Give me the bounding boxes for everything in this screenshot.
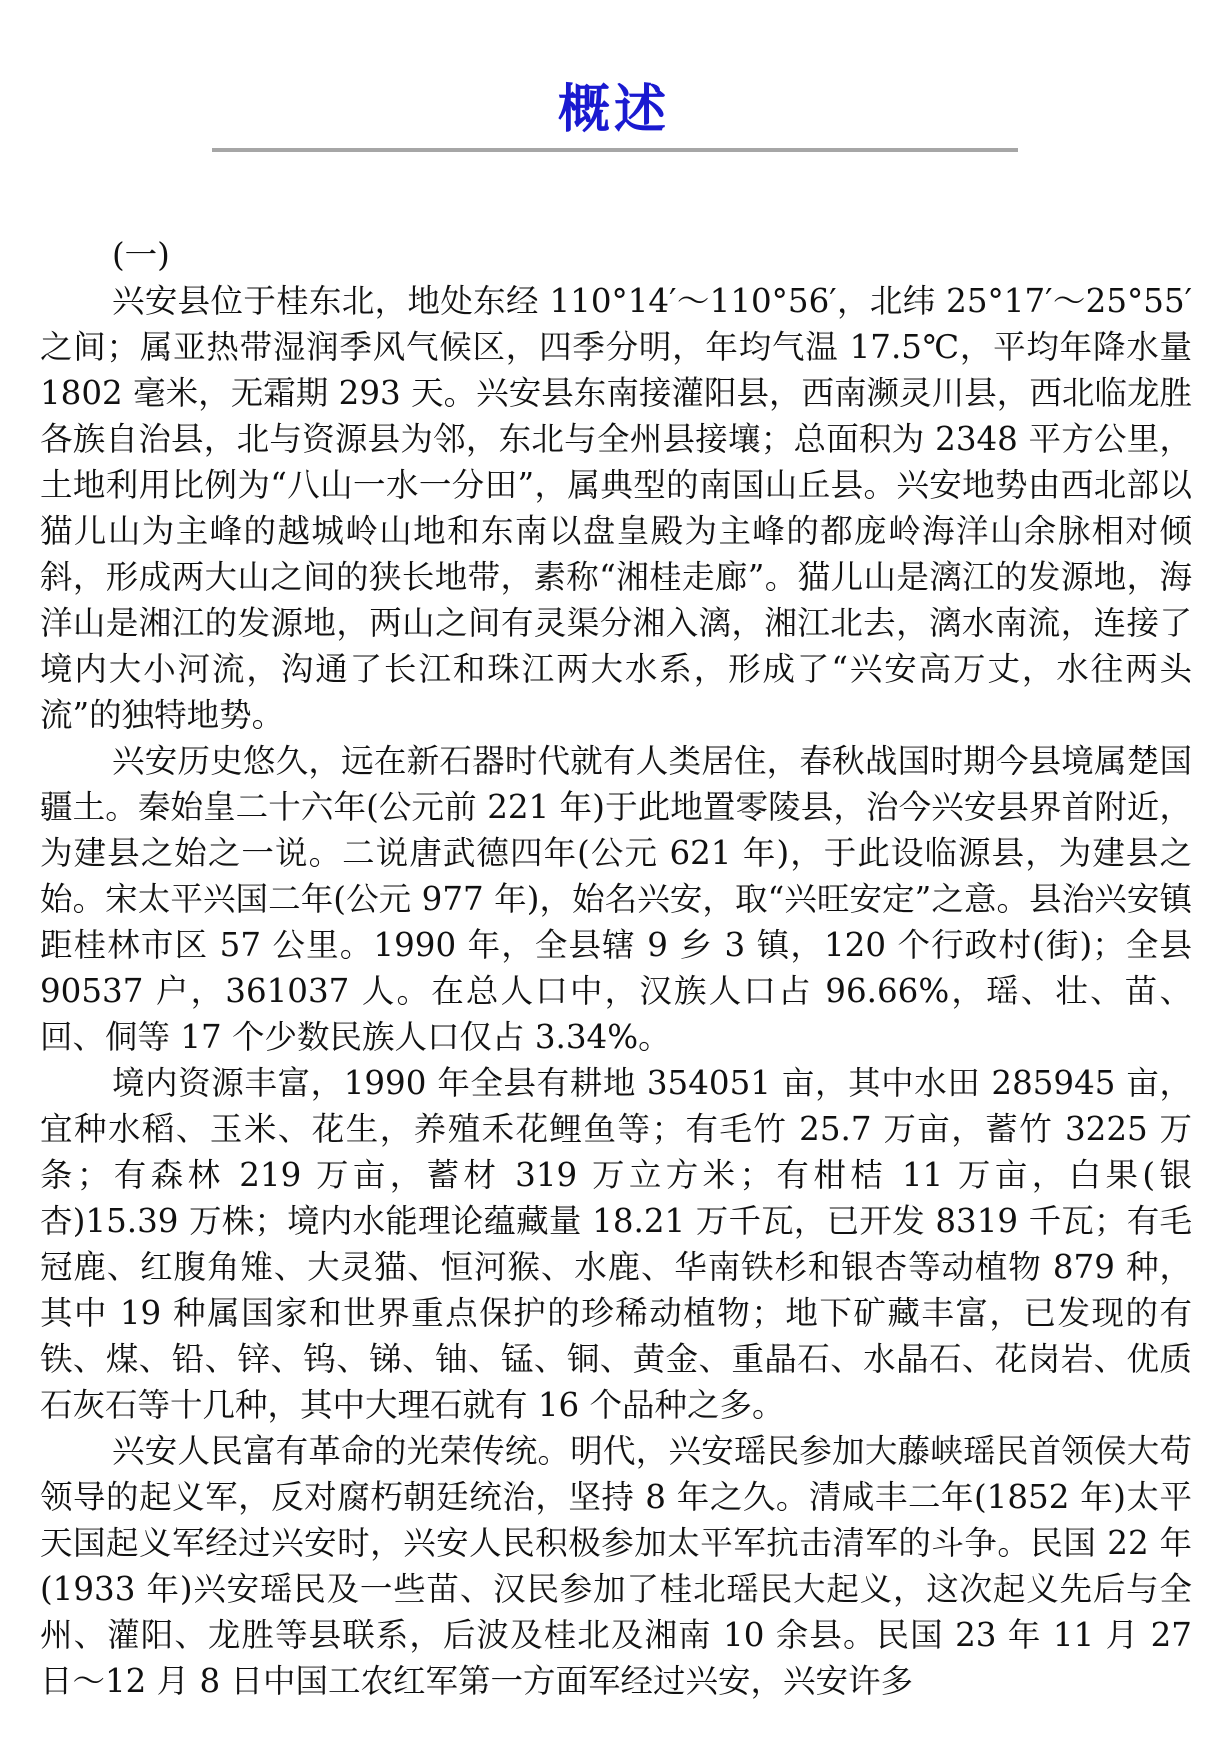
paragraph-geography: 兴安县位于桂东北，地处东经 110°14′～110°56′，北纬 25°17′～25°55′之间；属亚热带湿润季风气候区，四季分明，年均气温 17.5℃，平均年降水量 1802 毫米，无霜期 293 天。兴安县东南接灌阳县，西南濒灵川县，西北临龙胜各族自治县，北与资源县为邻，东北与全州县接壤；总面积为 2348 平方公里，土地利用比例为“八山一水一分田”，属典型的南国山丘县。兴安地势由西北部以猫儿山为主峰的越城岭山地和东南以盘皇殿为主峰的都庞岭海洋山余脉相对倾斜，形成两大山之间的狭长地带，素称“湘桂走廊”。猫儿山是漓江的发源地，海洋山是湘江的发源地，两山之间有灵渠分湘入漓，湘江北去，漓水南流，连接了境内大小河流，沟通了长江和珠江两大水系，形成了“兴安高万丈，水往两头流”的独特地势。: [40, 282, 1192, 734]
paragraph-history: 兴安历史悠久，远在新石器时代就有人类居住，春秋战国时期今县境属楚国疆土。秦始皇二十六年(公元前 221 年)于此地置零陵县，治今兴安县界首附近，为建县之始之一说。二说唐武德四年(公元 621 年)，于此设临源县，为建县之始。宋太平兴国二年(公元 977 年)，始名兴安，取“兴旺安定”之意。县治兴安镇距桂林市区 57 公里。1990 年，全县辖 9 乡 3 镇，120 个行政村(街)；全县 90537 户，361037 人。在总人口中，汉族人口占 96.66%，瑶、壮、苗、回、侗等 17 个少数民族人口仅占 3.34%。: [40, 742, 1192, 1056]
section-heading: (一): [112, 236, 170, 274]
paragraph-revolution: 兴安人民富有革命的光荣传统。明代，兴安瑶民参加大藤峡瑶民首领侯大苟领导的起义军，反对腐朽朝廷统治，坚持 8 年之久。清咸丰二年(1852 年)太平天国起义军经过兴安时，兴安人民积极参加太平军抗击清军的斗争。民国 22 年(1933 年)兴安瑶民及一些苗、汉民参加了桂北瑶民大起义，这次起义先后与全州、灌阳、龙胜等县联系，后波及桂北及湘南 10 余县。民国 23 年 11 月 27 日～12 月 8 日中国工农红军第一方面军经过兴安，兴安许多: [40, 1432, 1192, 1700]
paragraph-resources: 境内资源丰富，1990 年全县有耕地 354051 亩，其中水田 285945 亩，宜种水稻、玉米、花生，养殖禾花鲤鱼等；有毛竹 25.7 万亩，蓄竹 3225 万条；有森林 219 万亩，蓄材 319 万立方米；有柑桔 11 万亩，白果(银杏)15.39 万株；境内水能理论蕴藏量 18.21 万千瓦，已开发 8319 千瓦；有毛冠鹿、红腹角雉、大灵猫、恒河猴、水鹿、华南铁杉和银杏等动植物 879 种，其中 19 种属国家和世界重点保护的珍稀动植物；地下矿藏丰富，已发现的有铁、煤、铅、锌、钨、锑、铀、锰、铜、黄金、重晶石、水晶石、花岗岩、优质石灰石等十几种，其中大理石就有 16 个品种之多。: [40, 1064, 1192, 1424]
document-body: [40, 232, 1192, 1704]
page-title: 概述: [557, 80, 670, 140]
title-divider: [212, 148, 1018, 152]
